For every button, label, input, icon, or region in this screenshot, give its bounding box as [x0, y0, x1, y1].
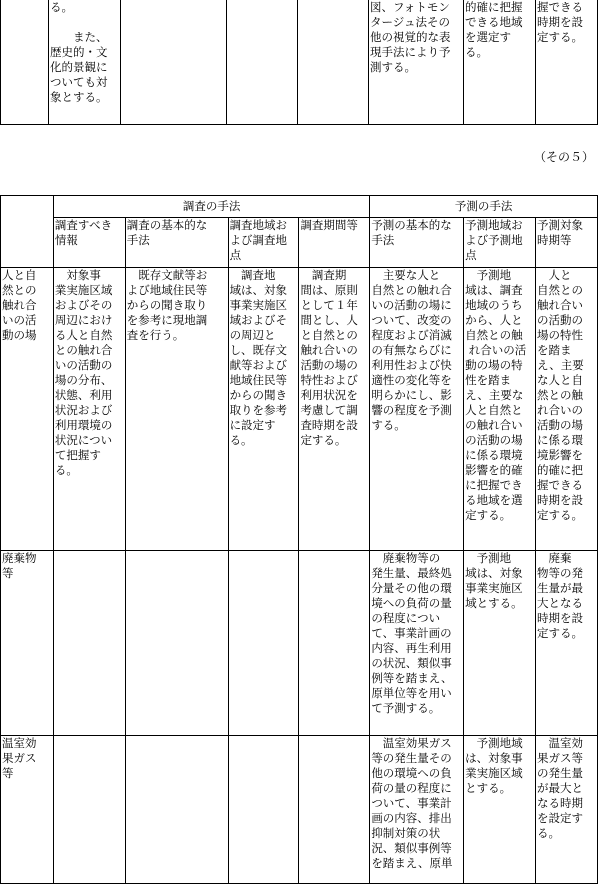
table-cell: 温室効 果ガス等 の発生量 が最大と なる時期 を設定す る。 [536, 736, 598, 884]
table-row [1, 736, 598, 884]
table-cell: る。 また、 歴史的・文 化的景観に ついても対 象とする。 [49, 0, 121, 125]
header-corner-cell [1, 196, 54, 268]
survey-method-header: 調査の手法 [53, 196, 369, 218]
table-cell [299, 551, 370, 736]
row-item-label: 温室効 果ガス 等 [1, 736, 54, 884]
table-row [1, 268, 598, 551]
column-header: 予測の基本的な 手法 [370, 218, 464, 268]
table-cell: 図、フォトモン タージュ法その 他の視覚的な表 現手法により予 測する。 [369, 0, 464, 125]
row-item-label: 廃棄物 等 [1, 551, 54, 736]
table-cell: 対象事 業実施区域 およびその 周辺におけ る人と自然 との触れ合 いの活動の 場の分布、 状態、利用 状況および 利用環境の 状況につい て把握す る。 [53, 268, 125, 551]
table-cell [53, 551, 125, 736]
table-cell [1, 0, 49, 125]
prediction-method-header: 予測の手法 [370, 196, 598, 218]
column-header: 調査期間等 [299, 218, 370, 268]
table-cell [299, 736, 370, 884]
table-cell: 調査地 域は、対象 事業実施区 域およびそ の周辺と し、既存文 献等および 地域住民等 からの聞き 取りを参考 に設定す る。 [228, 268, 299, 551]
table-cell: 人と 自然との 触れ合い の活動の 場の特性 を踏ま え、主要 な人と自 然との触 れ合いの 活動の場 に係る環 境影響を 的確に把 握できる 時期を設 定する。 [536, 268, 598, 551]
table-cell [228, 736, 299, 884]
row-item-label: 人と自 然との 触れ合 いの活 動の場 [1, 268, 54, 551]
header-group-row [1, 196, 598, 218]
table-cell: 的確に把握 できる地域 を選定す る。 [464, 0, 536, 125]
column-header: 調査の基本的な 手法 [125, 218, 228, 268]
table-cell [228, 551, 299, 736]
method-table [0, 195, 598, 884]
table-cell [125, 551, 228, 736]
table-cell: 予測地 域は、対象 事業実施区 域とする。 [464, 551, 536, 736]
table-cell: 既存文献等お よび地域住民等 からの聞き取り を参考に現地調 査を行う。 [125, 268, 228, 551]
table-cell: 握できる 時期を設 定する。 [536, 0, 598, 125]
table-cell: 予測地 域は、調査 地域のうち から、人と 自然との触 れ合いの活 動の場の特 性を踏ま え、主要な 人と自然と の触れ合い の活動の場 に係る環境 影響を的確 に把握でき る地域を選 定する。 [464, 268, 536, 551]
table-cell: 温室効果ガス 等の発生量その 他の環境への負 荷の量の程度に ついて、事業計 画の内容、排出 抑制対策の状 況、類似事例等 を踏まえ、原単 [370, 736, 464, 884]
table-cell [125, 736, 228, 884]
table-cell [53, 736, 125, 884]
column-header: 予測地域お よび予測地 点 [464, 218, 536, 268]
table-cell: 主要な人と 自然との触れ合 いの活動の場に ついて、改変の 程度および消滅 の有無ならびに 利用性および快 適性の変化等を 明らかにし、影 響の程度を予測 する。 [370, 268, 464, 551]
column-header: 調査すべき 情報 [53, 218, 125, 268]
table-cell: 予測地域 は、対象事 業実施区域 とする。 [464, 736, 536, 884]
table-cell: 廃棄 物等の発 生量が最 大となる 時期を設 定する。 [536, 551, 598, 736]
header-column-row [1, 218, 598, 268]
top-table-fragment [0, 0, 598, 125]
column-header: 予測対象 時期等 [536, 218, 598, 268]
table-cell [227, 0, 298, 125]
page-label: （その５） [533, 150, 594, 164]
table-cell: 調査期 間は、原則 として１年 間とし、人 と自然との 触れ合いの 活動の場の 特性および 利用状況を 考慮して調 査時期を設 定する。 [299, 268, 370, 551]
table-cell [298, 0, 369, 125]
table-cell [121, 0, 227, 125]
table-row [1, 0, 598, 125]
table-row [1, 551, 598, 736]
column-header: 調査地域お よび調査地 点 [228, 218, 299, 268]
table-cell: 廃棄物等の 発生量、最終処 分量その他の環 境への負荷の量 の程度につい て、事業計画の 内容、再生利用 の状況、類似事 例等を踏まえ、 原単位等を用い て予測する。 [370, 551, 464, 736]
